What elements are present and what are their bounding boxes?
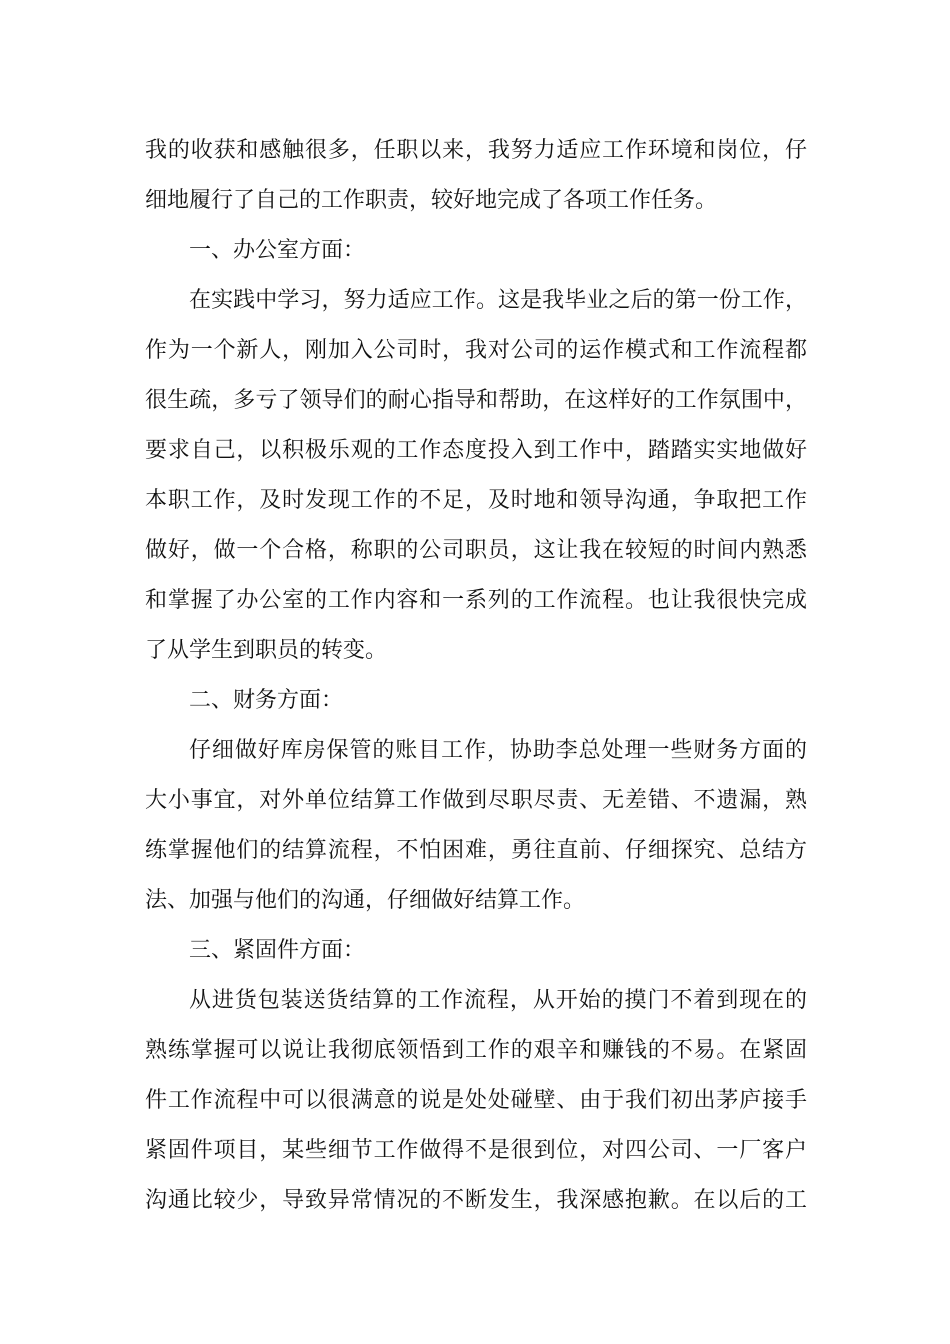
paragraph-line: 法、加强与他们的沟通，仔细做好结算工作。	[145, 888, 586, 913]
paragraph-line: 在实践中学习，努力适应工作。这是我毕业之后的第一份工作，	[189, 288, 807, 313]
paragraph-line: 了从学生到职员的转变。	[145, 638, 388, 663]
paragraph-line: 我的收获和感触很多，任职以来，我努力适应工作环境和岗位，仔	[145, 138, 807, 163]
paragraph-line: 紧固件项目，某些细节工作做得不是很到位，对四公司、一厂客户	[145, 1138, 807, 1163]
paragraph-line: 沟通比较少，导致异常情况的不断发生，我深感抱歉。在以后的工	[145, 1188, 807, 1213]
section-heading-finance: 二、财务方面：	[189, 688, 344, 713]
paragraph-line: 练掌握他们的结算流程，不怕困难，勇往直前、仔细探究、总结方	[145, 838, 807, 863]
paragraph-line: 要求自己，以积极乐观的工作态度投入到工作中，踏踏实实地做好	[145, 438, 807, 463]
paragraph-line: 很生疏，多亏了领导们的耐心指导和帮助，在这样好的工作氛围中，	[145, 388, 807, 413]
paragraph-line: 熟练掌握可以说让我彻底领悟到工作的艰辛和赚钱的不易。在紧固	[145, 1038, 807, 1063]
paragraph-line: 作为一个新人，刚加入公司时，我对公司的运作模式和工作流程都	[145, 338, 807, 363]
paragraph-line: 仔细做好库房保管的账目工作，协助李总处理一些财务方面的	[189, 738, 807, 763]
document-body	[145, 126, 807, 1226]
section-heading-office: 一、办公室方面：	[189, 238, 366, 263]
paragraph-line: 大小事宜，对外单位结算工作做到尽职尽责、无差错、不遗漏，熟	[145, 788, 807, 813]
paragraph-line: 细地履行了自己的工作职责，较好地完成了各项工作任务。	[145, 188, 718, 213]
paragraph-line: 件工作流程中可以很满意的说是处处碰壁、由于我们初出茅庐接手	[145, 1088, 807, 1113]
paragraph-line: 做好，做一个合格，称职的公司职员，这让我在较短的时间内熟悉	[145, 538, 807, 563]
paragraph-line: 和掌握了办公室的工作内容和一系列的工作流程。也让我很快完成	[145, 588, 807, 613]
section-heading-fasteners: 三、紧固件方面：	[189, 938, 366, 963]
paragraph-line: 从进货包装送货结算的工作流程，从开始的摸门不着到现在的	[189, 988, 807, 1013]
paragraph-line: 本职工作，及时发现工作的不足，及时地和领导沟通，争取把工作	[145, 488, 807, 513]
